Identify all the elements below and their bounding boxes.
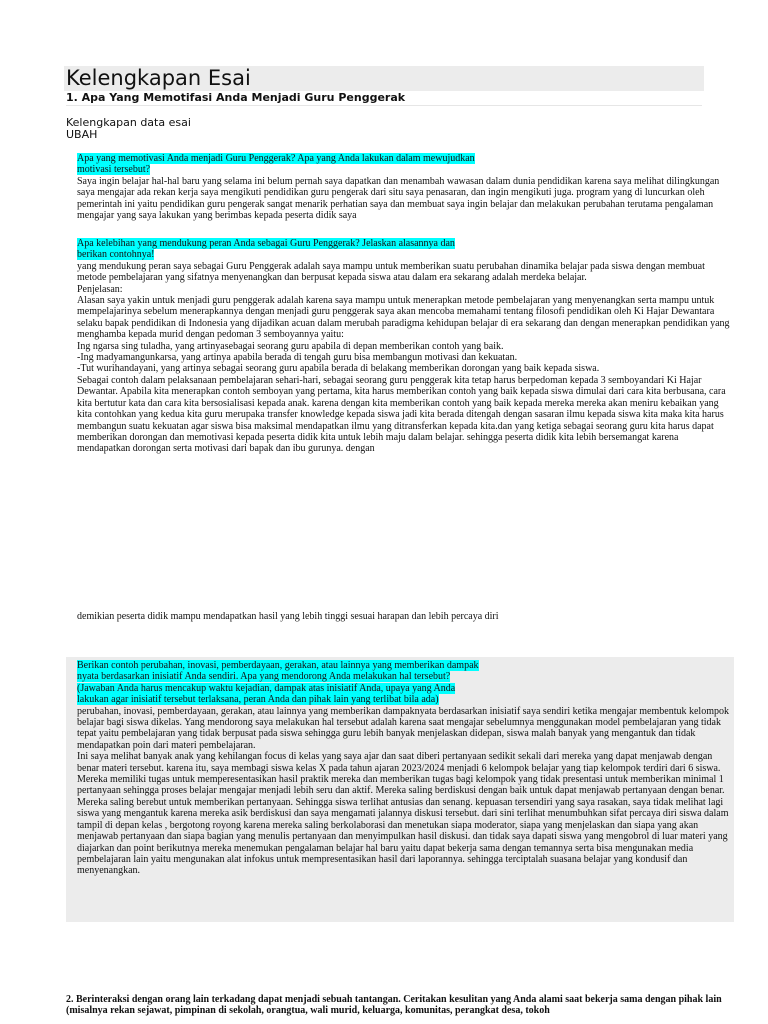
meta-label: Kelengkapan data esai: [66, 116, 191, 129]
question-3-line-1: Berikan contoh perubahan, inovasi, pemberdayaan, gerakan, atau lainnya yang memberikan dampak: [77, 660, 479, 671]
question-3-line-2: nyata berdasarkan inisiatif Anda sendiri. Apa yang mendorong Anda melakukan hal tersebut?: [77, 671, 451, 683]
section-1-heading: 1. Apa Yang Memotifasi Anda Menjadi Guru Penggerak: [66, 91, 702, 106]
question-1-line-1: Apa yang memotivasi Anda menjadi Guru Penggerak? Apa yang Anda lakukan dalam mewujudkan: [77, 153, 475, 164]
answer-2-paragraph: -Ing madyamangunkarsa, yang artinya apabila berada di tengah guru bisa membangun motivasi dan kekuatan.: [77, 352, 518, 364]
document-title: Kelengkapan Esai: [64, 66, 704, 91]
question-1: [77, 153, 733, 176]
answer-3-paragraph: perubahan, inovasi, pemberdayaan, gerakan, atau lainnya yang memberikan dampaknyata berdasarkan inisiatif saya sendiri ketika mengajar membentuk kelompok belajar bagi siswa dikelas. Yang mendorong saya melakukan hal tersebut adalah karena saat mengajar sebelumnya menggunakan model pembelajaran yang tidak tepat yaitu pembelajaran yang tidak berpusat pada siswa sehingga guru lebih banyak menjelaskan didepan, siswa malah banyak yang mengantuk dan tidak mendapatkan poin dari materi pembelajaran.: [77, 705, 729, 751]
answer-2-paragraph: -Tut wurihandayani, yang artinya sebagai seorang guru apabila berada di belakang memberikan dorongan yang baik kepada siswa.: [77, 363, 600, 375]
answer-3-paragraph: Mereka memiliki tugas untuk memperesentasikan hasil praktik mereka dan memberikan tugas bagi kelompok yang tidak presentasi untuk memberikan minimal 1 pertanyaan sehingga proses belajar mengajar menjadi lebih seru dan aktif. Mereka saling berdiskusi dengan baik untuk dapat menjawab pertanyaan dengan benar. Mereka saling berebut untuk memberikan pertanyaan. Sehingga siswa terlihat antusias dan senang. kepuasan tersendiri yang saya rasakan, saya tidak melihat lagi siswa yang mengantuk karena mereka asik berdiskusi dan saya mengamati jalannya diskusi tersebut. dari sini terlihat menumbuhkan sifat percaya diri siswa dalam tampil di depan kelas , bergotong royong karena mereka saling berkolaborasi dan menetukan siapa moderator, siapa yang menjelaskan dan siapa yang akan menjawab pertanyaan dan siapa bagian yang menulis pertanyaan dan menyimpulkan hasil diskusi. dan tidak saya dapati siswa yang mengobrol di luar materi yang diajarkan dan point berikutnya mereka menemukan pengalaman belajar hal baru yaitu dapat bekerja sama dengan temannya serta bisa mengunakan media pembelajaran lain yaitu mengunakan alat infokus untuk mempresentasikan hasil dari laporannya. sehingga terciptalah suasana belajar yang kondusif dan menyenangkan.: [77, 774, 729, 877]
answer-2-paragraph: Sebagai contoh dalam pelaksanaan pembelajaran sehari-hari, sebagai seorang guru penggerak kita tetap harus berpedoman kepada 3 semboyandari Ki Hajar Dewantar. Apabila kita menerapkan contoh semboyan yang pertama, kita harus memberikan contoh yang baik kepada siswa dimulai dari cara kita berbusana, cara kita bertutur kata dan cara kita bersosialisasi kepada anak. karena dengan kita memberikan contoh yang baik kepada mereka mereka akan meniru kebaikan yang kita contohkan yang kedua kita guru merupaka transfer knowledge kepada siswa jadi kita berada ditengah dengan sasaran ilmu kepada siswa kita maka kita harus membangun suatu kekuatan agar siswa bisa maksimal mendapatkan ilmu yang ditransferkan kepada kita.dan yang ketiga sebagai seorang guru kita harus dapat memberikan dorongan dan memotivasi kepada peserta didik kita untuk lebih maju dalam belajar. sehingga peserta didik kita lebih bersemangat karena mendapatkan dorongan serta motivasi dari bapak dan ibu gurunya. dengan: [77, 374, 726, 455]
answer-2-tail: demikian peserta didik mampu mendapatkan hasil yang lebih tinggi sesuai harapan dan lebih percaya diri: [77, 611, 499, 622]
essay-block-2: [77, 238, 733, 455]
question-2: [77, 238, 733, 261]
essay-block-3: [77, 660, 733, 877]
answer-2-paragraph: Ing ngarsa sing tuladha, yang artinyasebagai seorang guru apabila di depan memberikan contoh yang baik.: [77, 340, 504, 352]
essay-meta: [66, 117, 191, 141]
question-1-line-2: motivasi tersebut?: [77, 164, 151, 176]
question-2-line-2: berikan contohnya!: [77, 249, 155, 261]
answer-2-paragraph: Alasan saya yakin untuk menjadi guru penggerak adalah karena saya mampu untuk menerapkan metode pembelajaran yang menyenangkan serta mampu untuk mempelajarinya sebelum menerapkannya dengan menjadi guru penggerak saya akan mencoba memahami tentang filosofi pendidikan oleh Ki Hajar Dewantara selaku bapak pendidikan di Indonesia yang dijadikan acuan dalam merubah paradigma kehidupan belajar di era sekarang dan dengan menerapkan pendidikan yang menghamba kepada murid dengan pedoman 3 semboyannya yaitu:: [77, 295, 730, 341]
essay-block-1: [77, 153, 733, 221]
question-3: [77, 660, 733, 706]
answer-1: Saya ingin belajar hal-hal baru yang selama ini belum pernah saya dapatkan dan menambah wawasan dalam dunia pendidikan karena saya melihat dilingkungan saya mengajar ada rekan kerja saya mengikuti pendidikan guru pengerak dari situ saya penasaran, dan ingin mengikuti juga. program yang di luncurkan oleh pemerintah ini yaitu pendidikan guru pengerak sangat menarik perhatian saya dan membuat saya ingin belajar dan melakukan perubahan terutama pengalaman mengajar yang saya lakukan yang berimbas kepada peserta didik saya: [77, 175, 720, 222]
answer-3-paragraph: Ini saya melihat banyak anak yang kehilangan focus di kelas yang saya ajar dan saat diberi pertanyaan sedikit sekali dari mereka yang dapat menjawab dengan benar materi tersebut. karena itu, saya membagi siswa kelas X pada tahun ajaran 2023/2024 menjadi 6 kelompok belajar yang tiap kelompok terdiri dari 6 siswa.: [77, 751, 721, 774]
question-3-line-3: (Jawaban Anda harus mencakup waktu kejadian, dampak atas inisiatif Anda, upaya yang Anda: [77, 682, 456, 694]
answer-2-paragraph: yang mendukung peran saya sebagai Guru Penggerak adalah saya mampu untuk memberikan suatu perubahan dinamika belajar pada siswa dengan membuat metode pembelajaran yang sifatnya menyenangkan dan berpusat kepada siswa atau dalam era sekarang adalah merdeka belajar.: [77, 260, 705, 284]
answer-2-paragraph: Penjelasan:: [77, 283, 123, 295]
section-2-heading: 2. Berinteraksi dengan orang lain terkadang dapat menjadi sebuah tantangan. Ceritakan kesulitan yang Anda alami saat bekerja sama dengan pihak lain (misalnya rekan sejawat, pimpinan di sekolah, orangtua, wali murid, keluarga, komunitas, perangkat desa, tokoh: [66, 994, 722, 1017]
question-3-line-4: lakukan agar inisiatif tersebut terlaksana, peran Anda dan pihak lain yang terlibat bila ada): [77, 694, 439, 706]
meta-edit-link[interactable]: UBAH: [66, 128, 98, 141]
question-2-line-1: Apa kelebihan yang mendukung peran Anda sebagai Guru Penggerak? Jelaskan alasannya dan: [77, 238, 455, 249]
